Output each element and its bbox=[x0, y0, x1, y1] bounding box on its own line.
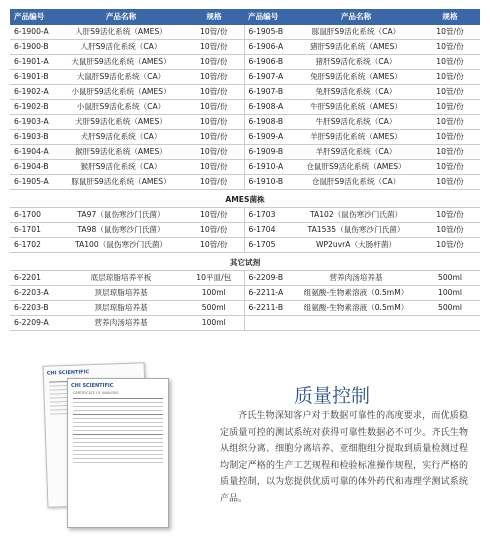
table-row bbox=[10, 40, 480, 55]
quality-paragraph: 齐氏生物深知客户对于数据可靠性的高度要求，而优质稳定质量可控的测试系统对获得可靠性数据必不可少。齐氏生物从组织分离、细胞分离培养、亚细胞组分提取到质量检测过程均制定严格的生产工艺规程和检验标准操作规程，实行严格的质量控制，以为您提供优质可靠的体外药代和毒理学测试系统产品。 bbox=[220, 411, 468, 504]
cell-code-2: 6-1704 bbox=[244, 223, 292, 238]
table-row bbox=[10, 115, 480, 130]
cell-code-2: 6-1908-B bbox=[244, 115, 292, 130]
cell-code: 6-1902-A bbox=[10, 85, 58, 100]
table-row bbox=[10, 25, 480, 40]
cell-code-2: 6-1907-A bbox=[244, 70, 292, 85]
cell-spec: 100ml bbox=[184, 316, 244, 331]
cell-code: 6-1900-A bbox=[10, 25, 58, 40]
certificate-logo-back: CHI SCIENTIFIC bbox=[46, 369, 90, 377]
cell-spec-2: 10管/份 bbox=[420, 175, 480, 190]
certificate-heading: CERTIFICATE OF ANALYSIS bbox=[73, 391, 119, 395]
cell-name: 小鼠肝S9活化系统（AMES） bbox=[58, 85, 184, 100]
cell-code: 6-1900-B bbox=[10, 40, 58, 55]
cell-spec-2: 10管/份 bbox=[420, 40, 480, 55]
cell-name-2: TA102（鼠伤寒沙门氏菌） bbox=[292, 208, 420, 223]
cell-spec: 10管/份 bbox=[184, 130, 244, 145]
table-row bbox=[10, 160, 480, 175]
cell-code-2: 6-1905-B bbox=[244, 25, 292, 40]
table-row bbox=[10, 55, 480, 70]
cell-code: 6-2203-B bbox=[10, 301, 58, 316]
table-row bbox=[10, 238, 480, 253]
cell-code: 6-1701 bbox=[10, 223, 58, 238]
cell-code-2: 6-1909-B bbox=[244, 145, 292, 160]
cell-name-2: 猪肝S9活化系统（CA） bbox=[292, 55, 420, 70]
cell-name-2: 组氨酸-生物素溶液（0.5mM） bbox=[292, 301, 420, 316]
table-row bbox=[10, 208, 480, 223]
cell-spec: 10管/份 bbox=[184, 175, 244, 190]
cell-name: TA100（鼠伤寒沙门氏菌） bbox=[58, 238, 184, 253]
cell-spec-2: 10管/份 bbox=[420, 115, 480, 130]
col-header-name-2: 产品名称 bbox=[292, 9, 420, 25]
cell-name: 底层琼脂培养平板 bbox=[58, 271, 184, 286]
cell-name-2 bbox=[292, 316, 420, 331]
cell-code: 6-1904-B bbox=[10, 160, 58, 175]
cell-name-2: WP2uvrA（大肠杆菌） bbox=[292, 238, 420, 253]
cell-code: 6-1902-B bbox=[10, 100, 58, 115]
cell-spec: 10管/份 bbox=[184, 238, 244, 253]
cell-name-2: 兔肝S9活化系统（AMES） bbox=[292, 70, 420, 85]
cell-spec-2: 500ml bbox=[420, 301, 480, 316]
cell-name: 犬肝S9活化系统（AMES） bbox=[58, 115, 184, 130]
section-title-ames: AMES菌株 bbox=[10, 193, 480, 208]
certificate-logo-front: CHI SCIENTIFIC bbox=[71, 383, 114, 389]
cell-name: TA97（鼠伤寒沙门氏菌） bbox=[58, 208, 184, 223]
table-row bbox=[10, 100, 480, 115]
cell-spec: 10管/份 bbox=[184, 208, 244, 223]
cell-name-2: 牛肝S9活化系统（AMES） bbox=[292, 100, 420, 115]
cell-spec: 10管/份 bbox=[184, 115, 244, 130]
cell-code-2: 6-1906-B bbox=[244, 55, 292, 70]
cell-code: 6-2209-A bbox=[10, 316, 58, 331]
cell-code: 6-1700 bbox=[10, 208, 58, 223]
cell-name: 豚鼠肝S9活化系统（AMES） bbox=[58, 175, 184, 190]
cell-code: 6-1905-A bbox=[10, 175, 58, 190]
cell-code-2: 6-1910-A bbox=[244, 160, 292, 175]
cell-spec-2: 10管/份 bbox=[420, 85, 480, 100]
certificate-front bbox=[67, 378, 169, 528]
cell-name-2: TA1535（鼠伤寒沙门氏菌） bbox=[292, 223, 420, 238]
cell-code-2: 6-2211-B bbox=[244, 301, 292, 316]
cell-code: 6-1904-A bbox=[10, 145, 58, 160]
cell-name-2: 牛肝S9活化系统（CA） bbox=[292, 115, 420, 130]
section-row-ames bbox=[10, 193, 480, 208]
cell-code-2: 6-2209-B bbox=[244, 271, 292, 286]
cell-name: 大鼠肝S9活化系统（CA） bbox=[58, 70, 184, 85]
col-header-spec: 规格 bbox=[184, 9, 244, 25]
cell-spec-2: 10管/份 bbox=[420, 160, 480, 175]
table-row bbox=[10, 316, 480, 331]
cell-code-2 bbox=[244, 316, 292, 331]
cell-spec: 10管/份 bbox=[184, 223, 244, 238]
cell-spec-2 bbox=[420, 316, 480, 331]
cell-code: 6-1702 bbox=[10, 238, 58, 253]
cell-name: 人肝S9活化系统（AMES） bbox=[58, 25, 184, 40]
table-row bbox=[10, 145, 480, 160]
cell-code-2: 6-1907-B bbox=[244, 85, 292, 100]
table-row bbox=[10, 286, 480, 301]
cell-name: 顶层琼脂培养基 bbox=[58, 286, 184, 301]
product-table bbox=[10, 9, 480, 331]
cell-name-2: 兔肝S9活化系统（CA） bbox=[292, 85, 420, 100]
cell-name: 犬肝S9活化系统（CA） bbox=[58, 130, 184, 145]
table-row bbox=[10, 301, 480, 316]
cell-code-2: 6-1906-A bbox=[244, 40, 292, 55]
cell-code: 6-1901-A bbox=[10, 55, 58, 70]
cell-spec: 10管/份 bbox=[184, 55, 244, 70]
cell-name: 大鼠肝S9活化系统（AMES） bbox=[58, 55, 184, 70]
cell-code: 6-2201 bbox=[10, 271, 58, 286]
cell-code-2: 6-1910-B bbox=[244, 175, 292, 190]
certificate-images bbox=[45, 364, 175, 530]
cell-spec: 100ml bbox=[184, 286, 244, 301]
cell-name-2: 组氨酸-生物素溶液（0.5mM） bbox=[292, 286, 420, 301]
cell-name: 猴肝S9活化系统（AMES） bbox=[58, 145, 184, 160]
cell-code: 6-2203-A bbox=[10, 286, 58, 301]
cell-spec: 10管/份 bbox=[184, 100, 244, 115]
cell-spec: 10管/份 bbox=[184, 85, 244, 100]
cell-code: 6-1903-B bbox=[10, 130, 58, 145]
cell-name-2: 营养肉汤培养基 bbox=[292, 271, 420, 286]
table-row bbox=[10, 223, 480, 238]
cell-code-2: 6-1908-A bbox=[244, 100, 292, 115]
cell-spec-2: 10管/份 bbox=[420, 55, 480, 70]
cell-spec-2: 500ml bbox=[420, 271, 480, 286]
table-row bbox=[10, 130, 480, 145]
quality-title: 质量控制 bbox=[294, 385, 371, 407]
col-header-code: 产品编号 bbox=[10, 9, 58, 25]
cell-spec-2: 10管/份 bbox=[420, 238, 480, 253]
cell-spec: 10管/份 bbox=[184, 70, 244, 85]
col-header-name: 产品名称 bbox=[58, 9, 184, 25]
table-row bbox=[10, 175, 480, 190]
cell-spec-2: 10管/份 bbox=[420, 223, 480, 238]
cell-spec: 10管/份 bbox=[184, 145, 244, 160]
cell-spec: 10管/份 bbox=[184, 160, 244, 175]
cell-spec: 10管/份 bbox=[184, 25, 244, 40]
cell-code-2: 6-1703 bbox=[244, 208, 292, 223]
cell-spec: 10平皿/包 bbox=[184, 271, 244, 286]
cell-name: 营养肉汤培养基 bbox=[58, 316, 184, 331]
cell-spec-2: 100ml bbox=[420, 286, 480, 301]
cell-code: 6-1901-B bbox=[10, 70, 58, 85]
cell-spec-2: 10管/份 bbox=[420, 100, 480, 115]
col-header-code-2: 产品编号 bbox=[244, 9, 292, 25]
cell-name-2: 羊肝S9活化系统（AMES） bbox=[292, 130, 420, 145]
cell-spec-2: 10管/份 bbox=[420, 208, 480, 223]
cell-name-2: 羊肝S9活化系统（CA） bbox=[292, 145, 420, 160]
table-header-row bbox=[10, 9, 480, 25]
section-title-other: 其它试剂 bbox=[10, 256, 480, 271]
cell-name: 人肝S9活化系统（CA） bbox=[58, 40, 184, 55]
cell-spec-2: 10管/份 bbox=[420, 145, 480, 160]
table-row bbox=[10, 271, 480, 286]
cell-name: 猴肝S9活化系统（CA） bbox=[58, 160, 184, 175]
cell-spec-2: 10管/份 bbox=[420, 130, 480, 145]
cell-name-2: 仓鼠肝S9活化系统（AMES） bbox=[292, 160, 420, 175]
cell-spec: 10管/份 bbox=[184, 40, 244, 55]
cell-code-2: 6-2211-A bbox=[244, 286, 292, 301]
cell-name-2: 豚鼠肝S9活化系统（CA） bbox=[292, 25, 420, 40]
cell-spec: 500ml bbox=[184, 301, 244, 316]
cell-name-2: 仓鼠肝S9活化系统（CA） bbox=[292, 175, 420, 190]
table-row bbox=[10, 85, 480, 100]
table-row bbox=[10, 70, 480, 85]
cell-name-2: 猪肝S9活化系统（AMES） bbox=[292, 40, 420, 55]
cell-spec-2: 10管/份 bbox=[420, 70, 480, 85]
cell-code-2: 6-1909-A bbox=[244, 130, 292, 145]
cell-code: 6-1903-A bbox=[10, 115, 58, 130]
section-row-other bbox=[10, 256, 480, 271]
cell-name: TA98（鼠伤寒沙门氏菌） bbox=[58, 223, 184, 238]
cell-spec-2: 10管/份 bbox=[420, 25, 480, 40]
cell-code-2: 6-1705 bbox=[244, 238, 292, 253]
cell-name: 小鼠肝S9活化系统（CA） bbox=[58, 100, 184, 115]
col-header-spec-2: 规格 bbox=[420, 9, 480, 25]
cell-name: 顶层琼脂培养基 bbox=[58, 301, 184, 316]
